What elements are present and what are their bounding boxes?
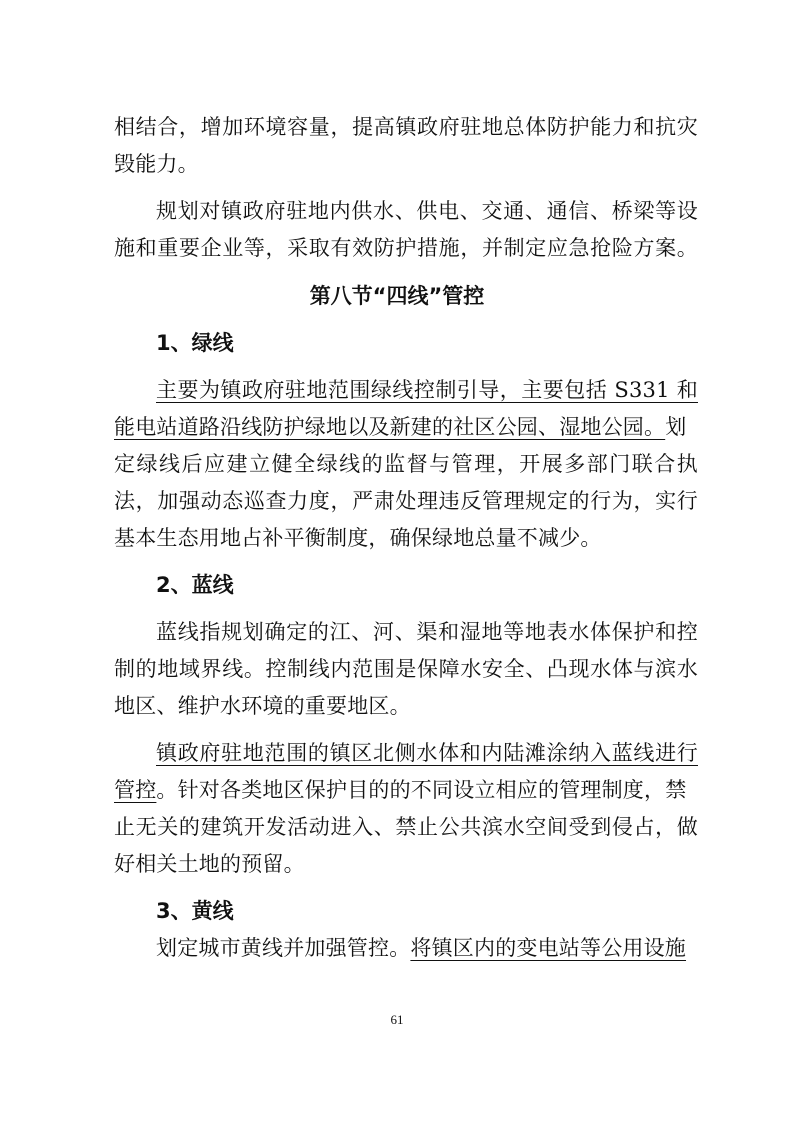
paragraph-line: 毁能力。 [114, 152, 199, 176]
underlined-text: 管控 [114, 778, 157, 802]
page-number: 61 [390, 1012, 404, 1027]
paragraph-line [0, 412, 794, 442]
paragraph-line: 规划对镇政府驻地内供水、供电、交通、通信、桥梁等设 [156, 199, 698, 223]
paragraph-line: 止无关的建筑开发活动进入、禁止公共滨水空间受到侵占，做 [114, 815, 698, 839]
paragraph-line: 法，加强动态巡查力度，严肃处理违反管理规定的行为，实行 [114, 489, 698, 513]
paragraph-text: 划 [665, 415, 687, 439]
paragraph-text: 。针对各类地区保护目的的不同设立相应的管理制度，禁 [156, 778, 687, 802]
paragraph-text: 划定城市黄线并加强管控。 [156, 936, 411, 960]
paragraph-line: 地区、维护水环境的重要地区。 [114, 694, 411, 718]
underlined-text: 能电站道路沿线防护绿地以及新建的社区公园、湿地公园。 [114, 415, 666, 439]
paragraph-line [0, 933, 794, 963]
paragraph-line [156, 375, 698, 405]
paragraph-line: 施和重要企业等，采取有效防护措施，并制定应急抢险方案。 [114, 236, 698, 260]
underlined-text: 镇政府驻地范围的镇区北侧水体和内陆滩涂纳入蓝线进行 [156, 741, 698, 765]
heading-yellow-line: 3、黄线 [156, 899, 234, 923]
paragraph-line: 相结合，增加环境容量，提高镇政府驻地总体防护能力和抗灾 [114, 115, 698, 139]
paragraph-line: 蓝线指规划确定的江、河、渠和湿地等地表水体保护和控 [156, 620, 698, 644]
paragraph-line: 基本生态用地占补平衡制度，确保绿地总量不减少。 [114, 526, 602, 550]
underlined-text: 将镇区内的变电站等公用设施 [410, 936, 687, 960]
paragraph-line [156, 738, 698, 768]
paragraph-line: 定绿线后应建立健全绿线的监督与管理，开展多部门联合执 [114, 452, 698, 476]
heading-green-line: 1、绿线 [156, 331, 234, 355]
paragraph-line: 好相关土地的预留。 [114, 852, 305, 876]
paragraph-line [0, 775, 794, 805]
section-title: 第八节“四线”管控 [309, 284, 485, 308]
underlined-text: 主要为镇政府驻地范围绿线控制引导，主要包括 S331 和 [156, 378, 698, 402]
paragraph-line: 制的地域界线。控制线内范围是保障水安全、凸现水体与滨水 [114, 657, 698, 681]
heading-blue-line: 2、蓝线 [156, 573, 234, 597]
